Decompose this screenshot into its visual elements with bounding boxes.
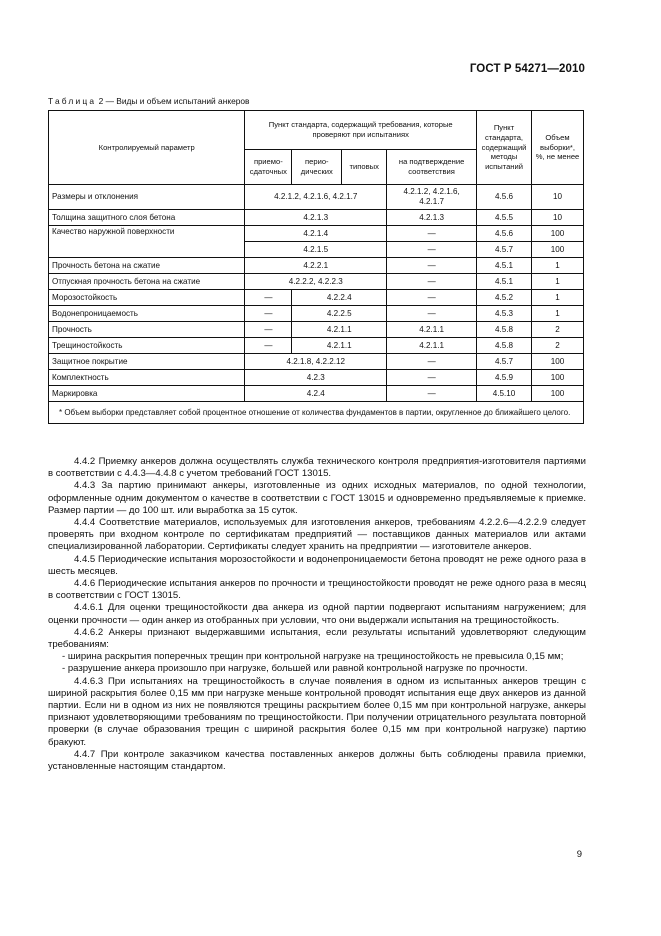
row-volume: 100 bbox=[532, 370, 584, 386]
row-confirm: 4.2.1.2, 4.2.1.6, 4.2.1.7 bbox=[387, 185, 477, 210]
row-acceptance: — bbox=[245, 338, 292, 354]
paragraph: 4.4.5 Периодические испытания морозостойкости и водонепроницаемости бетона проводят не реже одного раза в шесть месяцев. bbox=[48, 553, 586, 577]
header-periodic: перио-дических bbox=[292, 150, 342, 185]
row-confirm: — bbox=[387, 226, 477, 242]
header-method: Пункт стандарта, содержащий методы испытаний bbox=[477, 111, 532, 185]
table-row bbox=[49, 370, 584, 386]
row-param: Морозостойкость bbox=[49, 290, 245, 306]
paragraph: 4.4.3 За партию принимают анкеры, изготовленные из одних исходных материалов, по одной технологии, оформленные одним документом о качестве в соответствии с ГОСТ 13015 и одновременно предъявляемые к приемке. Размер партии — до 100 шт. или выработка за 15 суток. bbox=[48, 480, 586, 516]
row-param: Прочность бетона на сжатие bbox=[49, 258, 245, 274]
row-acceptance: — bbox=[245, 306, 292, 322]
table-row bbox=[49, 290, 584, 306]
header-acceptance: приемо-сдаточных bbox=[245, 150, 292, 185]
row-method: 4.5.5 bbox=[477, 210, 532, 226]
row-method: 4.5.6 bbox=[477, 185, 532, 210]
row-acceptance: — bbox=[245, 290, 292, 306]
header-type: типовых bbox=[342, 150, 387, 185]
row-clause: 4.2.1.1 bbox=[292, 322, 387, 338]
table-row bbox=[49, 210, 584, 226]
row-method: 4.5.2 bbox=[477, 290, 532, 306]
row-clause: 4.2.2.1 bbox=[245, 258, 387, 274]
row-clause: 4.2.2.4 bbox=[292, 290, 387, 306]
row-confirm: — bbox=[387, 274, 477, 290]
row-volume: 2 bbox=[532, 322, 584, 338]
table-header-row bbox=[49, 111, 584, 150]
row-method: 4.5.7 bbox=[477, 242, 532, 258]
row-param: Отпускная прочность бетона на сжатие bbox=[49, 274, 245, 290]
row-volume: 100 bbox=[532, 226, 584, 242]
table-row bbox=[49, 354, 584, 370]
row-confirm: — bbox=[387, 370, 477, 386]
row-volume: 1 bbox=[532, 306, 584, 322]
caption-text: 2 — Виды и объем испытаний анкеров bbox=[98, 96, 250, 106]
table-row bbox=[49, 274, 584, 290]
row-confirm: — bbox=[387, 386, 477, 402]
tests-table bbox=[48, 110, 584, 424]
paragraph: 4.4.6.3 При испытаниях на трещиностойкость в случае появления в одном из испытанных анкеров трещин с шириной раскрытия более 0,15 мм при нагрузке меньше контрольной проводят испытания еще двух анкеров из данной партии. Если ни в одном из них не появляются трещины раскрытием более 0,15 мм при контрольной нагрузке, анкеры признают удовлетворяющими требованиям по трещиностойкости. При получении отрицательного результата повторной проверки (в случае образования трещин с шириной раскрытия более 0,15 мм при контрольной нагрузке) партию бракуют. bbox=[48, 675, 586, 748]
row-volume: 1 bbox=[532, 258, 584, 274]
row-method: 4.5.8 bbox=[477, 322, 532, 338]
page-number: 9 bbox=[576, 849, 582, 860]
row-confirm: 4.2.1.1 bbox=[387, 322, 477, 338]
table-row bbox=[49, 306, 584, 322]
row-clause: 4.2.1.2, 4.2.1.6, 4.2.1.7 bbox=[245, 185, 387, 210]
row-clause: 4.2.3 bbox=[245, 370, 387, 386]
row-param: Толщина защитного слоя бетона bbox=[49, 210, 245, 226]
list-item: - ширина раскрытия поперечных трещин при контрольной нагрузке на трещиностойкость не превысила 0,15 мм; bbox=[62, 651, 564, 663]
table-caption bbox=[48, 96, 250, 106]
row-clause: 4.2.1.4 bbox=[245, 226, 387, 242]
row-volume: 1 bbox=[532, 290, 584, 306]
body-text bbox=[48, 456, 586, 773]
table-row bbox=[49, 258, 584, 274]
table-footnote-row bbox=[49, 402, 584, 424]
table-row bbox=[49, 386, 584, 402]
row-method: 4.5.6 bbox=[477, 226, 532, 242]
header-param: Контролируемый параметр bbox=[49, 111, 245, 185]
row-clause: 4.2.1.8, 4.2.2.12 bbox=[245, 354, 387, 370]
row-param: Прочность bbox=[49, 322, 245, 338]
row-method: 4.5.1 bbox=[477, 274, 532, 290]
row-confirm: — bbox=[387, 242, 477, 258]
row-param: Водонепроницаемость bbox=[49, 306, 245, 322]
paragraph: 4.4.7 При контроле заказчиком качества поставленных анкеров должны быть соблюдены правила приемки, установленные настоящим стандартом. bbox=[48, 748, 586, 773]
header-clause-group: Пункт стандарта, содержащий требования, которые проверяют при испытаниях bbox=[245, 111, 477, 150]
row-method: 4.5.8 bbox=[477, 338, 532, 354]
row-confirm: — bbox=[387, 290, 477, 306]
row-method: 4.5.10 bbox=[477, 386, 532, 402]
row-volume: 100 bbox=[532, 242, 584, 258]
row-acceptance: — bbox=[245, 322, 292, 338]
row-method: 4.5.9 bbox=[477, 370, 532, 386]
row-volume: 100 bbox=[532, 354, 584, 370]
document-header: ГОСТ Р 54271—2010 bbox=[469, 63, 585, 75]
row-clause: 4.2.2.5 bbox=[292, 306, 387, 322]
row-confirm: — bbox=[387, 306, 477, 322]
row-method: 4.5.1 bbox=[477, 258, 532, 274]
caption-label: Таблица bbox=[48, 96, 97, 106]
paragraph: 4.4.6 Периодические испытания анкеров по прочности и трещиностойкости проводят не реже одного раза в месяц в соответствии с ГОСТ 13015. bbox=[48, 578, 586, 602]
header-volume: Объем выборки*, %, не менее bbox=[532, 111, 584, 185]
row-param: Трещиностойкость bbox=[49, 338, 245, 354]
row-volume: 2 bbox=[532, 338, 584, 354]
row-method: 4.5.3 bbox=[477, 306, 532, 322]
row-volume: 10 bbox=[532, 210, 584, 226]
row-param: Размеры и отклонения bbox=[49, 185, 245, 210]
row-clause: 4.2.4 bbox=[245, 386, 387, 402]
table-row bbox=[49, 185, 584, 210]
table-row bbox=[49, 322, 584, 338]
row-clause: 4.2.2.2, 4.2.2.3 bbox=[245, 274, 387, 290]
row-confirm: 4.2.1.3 bbox=[387, 210, 477, 226]
paragraph: 4.4.4 Соответствие материалов, используемых для изготовления анкеров, требованиям 4.2.2.6—4.2.2.9 следует проверять при входном контроле по сертификатам предприятий — поставщиков данных материалов или актами специализированной лаборатории. Сертификаты следует хранить на предприятии — изготовителе анкеров. bbox=[48, 517, 586, 553]
row-confirm: — bbox=[387, 258, 477, 274]
table-row bbox=[49, 226, 584, 242]
list-item: - разрушение анкера произошло при нагрузке, большей или равной контрольной нагрузке по прочности. bbox=[62, 663, 528, 675]
row-volume: 1 bbox=[532, 274, 584, 290]
row-confirm: 4.2.1.1 bbox=[387, 338, 477, 354]
header-confirmation: на подтверждение соответствия bbox=[387, 150, 477, 185]
paragraph: 4.4.2 Приемку анкеров должна осуществлять служба технического контроля предприятия-изготовителя партиями в соответствии с 4.4.3—4.4.8 с учетом требований ГОСТ 13015. bbox=[48, 456, 586, 480]
row-param: Комплектность bbox=[49, 370, 245, 386]
row-clause: 4.2.1.1 bbox=[292, 338, 387, 354]
table-row bbox=[49, 338, 584, 354]
row-clause: 4.2.1.3 bbox=[245, 210, 387, 226]
row-param: Маркировка bbox=[49, 386, 245, 402]
paragraph: 4.4.6.1 Для оценки трещиностойкости два анкера из одной партии подвергают испытаниям нагружением; для оценки прочности — один анкер из отобранных при условии, что они выдержали испытания на трещиностойкость. bbox=[48, 602, 586, 626]
row-volume: 10 bbox=[532, 185, 584, 210]
row-volume: 100 bbox=[532, 386, 584, 402]
row-method: 4.5.7 bbox=[477, 354, 532, 370]
row-clause: 4.2.1.5 bbox=[245, 242, 387, 258]
paragraph: 4.4.6.2 Анкеры признают выдержавшими испытания, если результаты испытаний удовлетворяют следующим требованиям: bbox=[48, 626, 586, 651]
row-confirm: — bbox=[387, 354, 477, 370]
row-param: Качество наружной поверхности bbox=[49, 226, 245, 258]
table-footnote: * Объем выборки представляет собой процентное отношение от количества фундаментов в партии, округленное до ближайшего целого. bbox=[49, 402, 584, 424]
row-param: Защитное покрытие bbox=[49, 354, 245, 370]
